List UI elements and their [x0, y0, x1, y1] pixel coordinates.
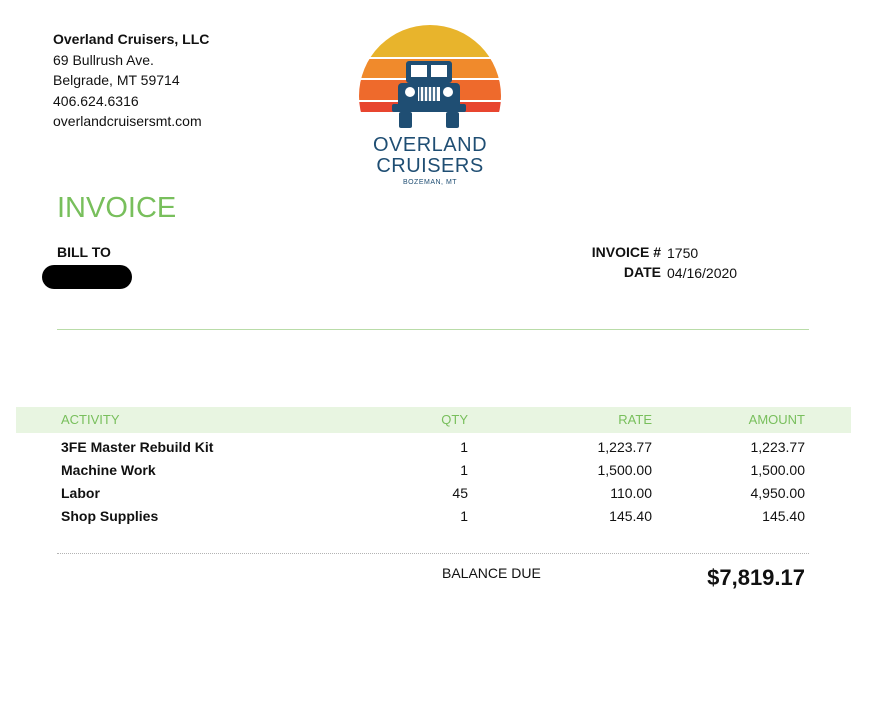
row-activity: Shop Supplies: [61, 508, 159, 524]
logo-text-location: BOZEMAN, MT: [402, 179, 458, 186]
logo-text-overland: OVERLAND: [372, 134, 488, 156]
table-row: [0, 439, 869, 462]
column-header-activity: ACTIVITY: [61, 412, 120, 427]
totals-divider: [57, 553, 809, 554]
row-amount: 1,500.00: [750, 462, 805, 478]
balance-due-label: BALANCE DUE: [442, 565, 541, 581]
row-activity: Machine Work: [61, 462, 156, 478]
table-row: [0, 462, 869, 485]
row-amount: 1,223.77: [750, 439, 805, 455]
company-address-line2: Belgrade, MT 59714: [53, 72, 180, 88]
company-phone: 406.624.6316: [53, 92, 139, 109]
row-qty: 1: [460, 462, 468, 478]
row-activity: 3FE Master Rebuild Kit: [61, 439, 214, 455]
redacted-customer-name: [42, 265, 132, 289]
invoice-number-label: INVOICE #: [591, 244, 661, 260]
row-qty: 1: [460, 508, 468, 524]
company-name: Overland Cruisers, LLC: [53, 31, 210, 47]
table-row: [0, 485, 869, 508]
company-website: overlandcruisersmt.com: [53, 113, 202, 129]
row-amount: 4,950.00: [750, 485, 805, 501]
bill-to-label: BILL TO: [57, 244, 111, 260]
balance-due-amount: $7,819.17: [707, 565, 805, 590]
date-value: 04/16/2020: [667, 265, 738, 281]
invoice-number-value: 1750: [667, 245, 699, 261]
row-rate: 110.00: [610, 485, 652, 501]
section-divider: [57, 329, 809, 330]
column-header-qty: QTY: [441, 412, 468, 427]
row-qty: 45: [452, 485, 468, 501]
company-logo: [352, 24, 512, 189]
row-qty: 1: [460, 439, 468, 455]
date-label: DATE: [623, 264, 661, 280]
document-title: INVOICE: [57, 192, 177, 224]
row-rate: 145.40: [609, 508, 652, 524]
row-rate: 1,223.77: [597, 439, 652, 455]
company-address-line1: 69 Bullrush Ave.: [53, 51, 154, 68]
company-info: [53, 29, 209, 132]
column-header-rate: RATE: [618, 412, 652, 427]
logo-text-cruisers: CRUISERS: [376, 155, 484, 177]
column-header-amount: AMOUNT: [748, 412, 805, 427]
table-row: [0, 508, 869, 531]
row-activity: Labor: [61, 485, 100, 501]
row-amount: 145.40: [762, 508, 805, 524]
row-rate: 1,500.00: [597, 462, 652, 478]
